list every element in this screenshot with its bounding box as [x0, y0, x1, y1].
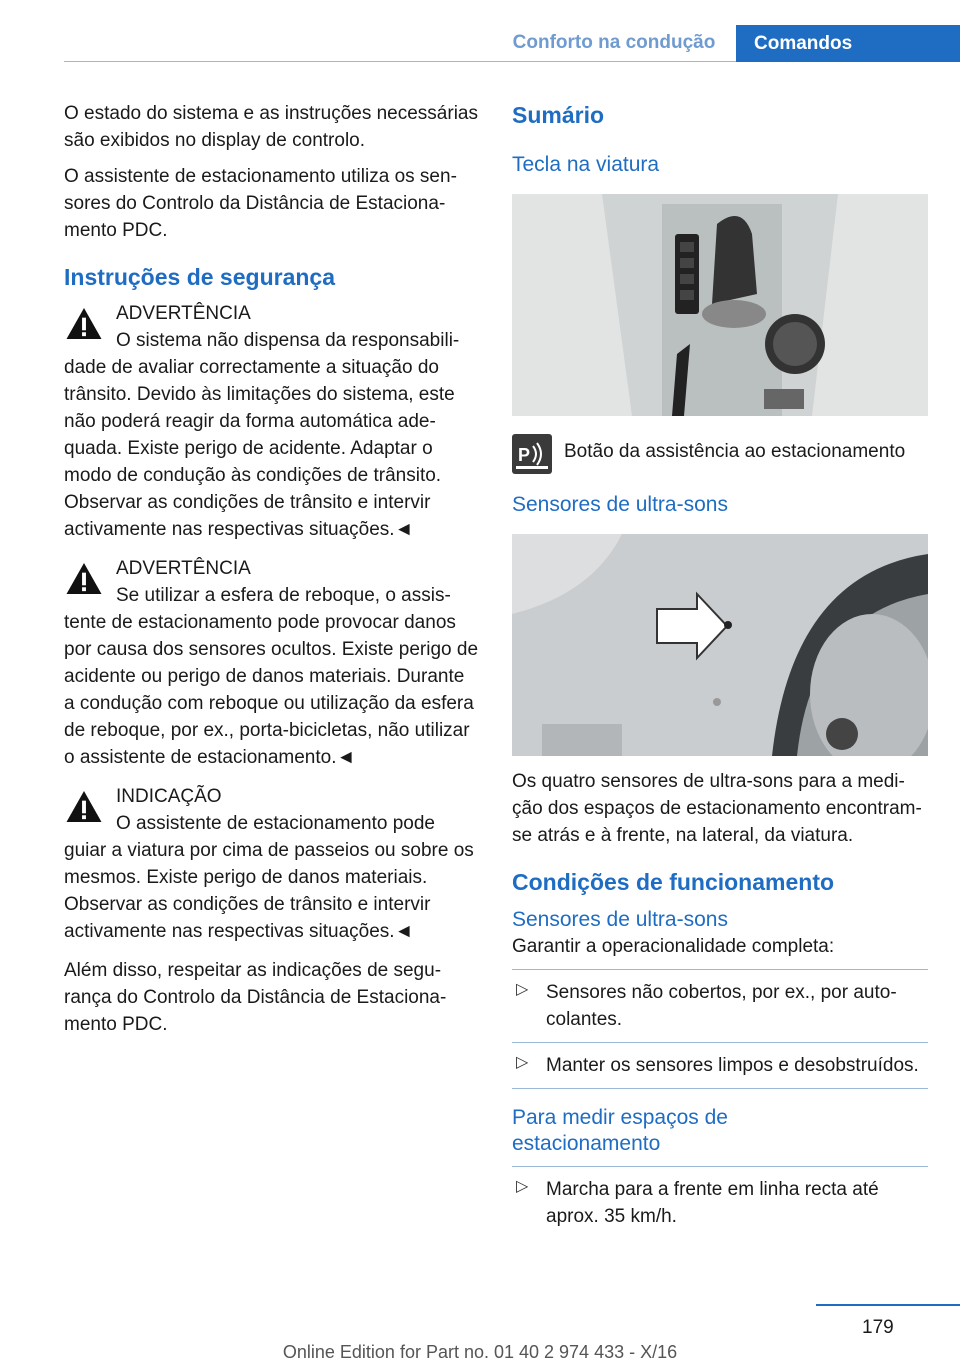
button-caption-row: [512, 434, 928, 484]
parking-assist-button-icon: [512, 434, 552, 474]
measure-heading-line-1: Para medir espaços de: [512, 1106, 728, 1129]
bullet-triangle-icon: ▷: [516, 1178, 529, 1195]
bullet-triangle-icon: ▷: [516, 981, 529, 998]
bullet-triangle-icon: ▷: [516, 1054, 529, 1071]
intro-paragraph-2: O assistente de estacionamento utiliza os sensores do Controlo da Distância de Estacionamento PDC.: [64, 166, 457, 241]
list-divider: [512, 1166, 928, 1167]
list-item: [512, 979, 928, 1033]
edition-footer: Online Edition for Part no. 01 40 2 974 433 - X/16: [282, 1342, 678, 1362]
warning-2: [64, 555, 478, 771]
list-item-text: Manter os sensores limpos e desobstruídos.: [546, 1055, 919, 1076]
notice-label: INDICAÇÃO: [116, 786, 222, 807]
svg-text:P: P: [518, 445, 531, 465]
warning-triangle-icon: [64, 561, 104, 596]
warning-1: [64, 300, 478, 543]
list-divider: [512, 969, 928, 970]
closing-paragraph: Além disso, respeitar as indicações de segurança do Controlo da Distância de Estacionamento PDC.: [64, 960, 447, 1035]
list-item-text: Sensores não cobertos, por ex., por autocolantes.: [546, 982, 897, 1030]
warning-text: Se utilizar a esfera de reboque, o assistente de estacionamento pode provocar danos por causa dos sensores ocultos. Existe perigo de acidente ou perigo de danos materiais. Durante a condução com reboque ou utilização da esfera de reboque, por ex., porta-bicicletas, não utilizar o assistente de estacionamento.◄: [64, 585, 479, 768]
left-column: [64, 100, 478, 1038]
list-item: [512, 1052, 928, 1079]
conditions-intro: Garantir a operacionalidade completa:: [512, 936, 835, 957]
footer-rule: [816, 1304, 960, 1306]
page-number: 179: [862, 1317, 894, 1338]
list-item-text: Marcha para a frente em linha recta até aprox. 35 km/h.: [546, 1179, 879, 1227]
notice: [64, 783, 478, 945]
conditions-subheading: Sensores de ultra-sons: [512, 908, 728, 931]
list-item: [512, 1176, 928, 1230]
chapter-tab[interactable]: Comandos: [736, 25, 960, 62]
intro-paragraph-1: O estado do sistema e as instruções necessárias são exibidos no display de controlo.: [64, 103, 478, 151]
warning-label: ADVERTÊNCIA: [116, 558, 251, 579]
warning-triangle-icon: [64, 789, 104, 824]
sensors-paragraph: Os quatro sensores de ultra-sons para a medição dos espaços de estacionamento encontram-se atrás e à frente, na lateral, da viatura.: [512, 771, 922, 846]
summary-heading: Sumário: [512, 102, 605, 128]
warning-text: O sistema não dispensa da responsabilidade de avaliar correctamente a situação do trânsito. Devido às limitações do sistema, este não poderá reagir da forma automática adequada. Existe perigo de acidente. Adaptar o modo de condução às condições de trânsito. Observar as condições de trânsito e intervir activamente nas respectivas situações.◄: [64, 330, 460, 540]
section-tab[interactable]: Conforto na condução: [512, 32, 716, 53]
button-heading: Tecla na viatura: [512, 153, 660, 176]
warning-triangle-icon: [64, 306, 104, 341]
measure-heading-line-2: estacionamento: [512, 1132, 661, 1155]
right-column: [512, 100, 928, 1230]
button-caption: Botão da assistência ao estacionamento: [564, 441, 906, 462]
gear-selector-photo: [512, 194, 928, 416]
list-divider: [512, 1042, 928, 1043]
list-divider: [512, 1088, 928, 1089]
safety-heading: Instruções de segurança: [64, 264, 335, 290]
notice-text: O assistente de estacionamento pode guiar a viatura por cima de passeios ou sobre os mesmos. Existe perigo de danos materiais. Observar as condições de trânsito e intervir activamente nas respectivas situações.◄: [64, 813, 474, 942]
sensors-heading: Sensores de ultra-sons: [512, 493, 728, 516]
warning-label: ADVERTÊNCIA: [116, 303, 251, 324]
ultrasonic-sensor-photo: [512, 534, 928, 756]
conditions-heading: Condições de funcionamento: [512, 869, 835, 895]
